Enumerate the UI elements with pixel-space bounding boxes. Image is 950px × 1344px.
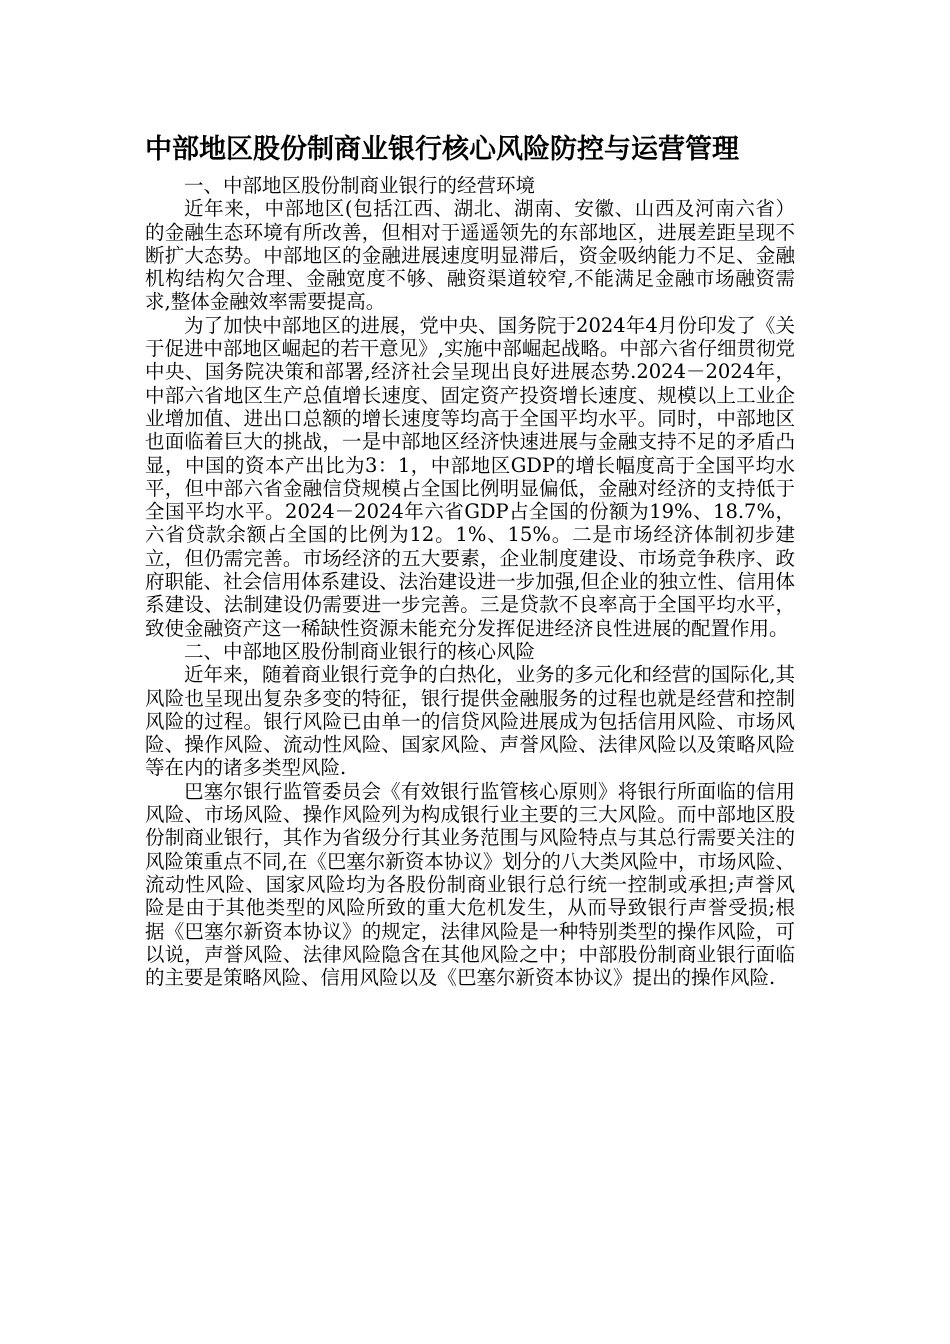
paragraph-2: 为了加快中部地区的进展，党中央、国务院于2024年4月份印发了《关于促进中部地区崛起的若干意见》,实施中部崛起战略。中部六省仔细贯彻党中央、国务院决策和部署,经济社会呈现出良好进展态势.2024－2024年，中部六省地区生产总值增长速度、固定资产投资增长速度、规模以上工业企业增加值、进出口总额的增长速度等均高于全国平均水平。同时，中部地区也面临着巨大的挑战，一是中部地区经济快速进展与金融支持不足的矛盾凸显，中国的资本产出比为3：1，中部地区GDP的增长幅度高于全国平均水平，但中部六省金融信贷规模占全国比例明显偏低，金融对经济的支持低于全国平均水平。2024－2024年六省GDP占全国的份额为19%、18.7%，六省贷款余额占全国的比例为12。1%、15%。二是市场经济体制初步建立，但仍需完善。市场经济的五大要素，企业制度建设、市场竞争秩序、政府职能、社会信用体系建设、法治建设进一步加强,但企业的独立性、信用体系建设、法制建设仍需要进一步完善。三是贷款不良率高于全国平均水平，致使金融资产这一稀缺性资源未能充分发挥促进经济良性进展的配置作用。 — [145, 313, 795, 640]
section-heading-1: 一、中部地区股份制商业银行的经营环境 — [184, 174, 536, 197]
paragraph-3: 近年来，随着商业银行竞争的白热化，业务的多元化和经营的国际化,其风险也呈现出复杂多变的特征，银行提供金融服务的过程也就是经营和控制风险的过程。银行风险已由单一的信贷风险进展成为包括信用风险、市场风险、操作风险、流动性风险、国家风险、声誉风险、法律风险以及策略风险等在内的诸多类型风险. — [145, 663, 795, 780]
section-heading-2: 二、中部地区股份制商业银行的核心风险 — [184, 639, 536, 663]
document-title: 中部地区股份制商业银行核心风险防控与运营管理 — [145, 134, 739, 165]
paragraph-1: 近年来，中部地区(包括江西、湖北、湖南、安徽、山西及河南六省）的金融生态环境有所改善，但相对于遥遥领先的东部地区，进展差距呈现不断扩大态势。中部地区的金融进展速度明显滞后，资金吸纳能力不足、金融机构结构欠合理、金融宽度不够、融资渠道较窄,不能满足金融市场融资需求,整体金融效率需要提高。 — [145, 197, 795, 314]
document-page — [145, 130, 795, 989]
paragraph-4: 巴塞尔银行监管委员会《有效银行监管核心原则》将银行所面临的信用风险、市场风险、操作风险列为构成银行业主要的三大风险。而中部地区股份制商业银行，其作为省级分行其业务范围与风险特点与其总行需要关注的风险策重点不同,在《巴塞尔新资本协议》划分的八大类风险中，市场风险、流动性风险、国家风险均为各股份制商业银行总行统一控制或承担;声誉风险是由于其他类型的风险所致的重大危机发生，从而导致银行声誉受损;根据《巴塞尔新资本协议》的规定，法律风险是一种特别类型的操作风险，可以说，声誉风险、法律风险隐含在其他风险之中；中部股份制商业银行面临的主要是策略风险、信用风险以及《巴塞尔新资本协议》提出的操作风险. — [145, 779, 795, 990]
